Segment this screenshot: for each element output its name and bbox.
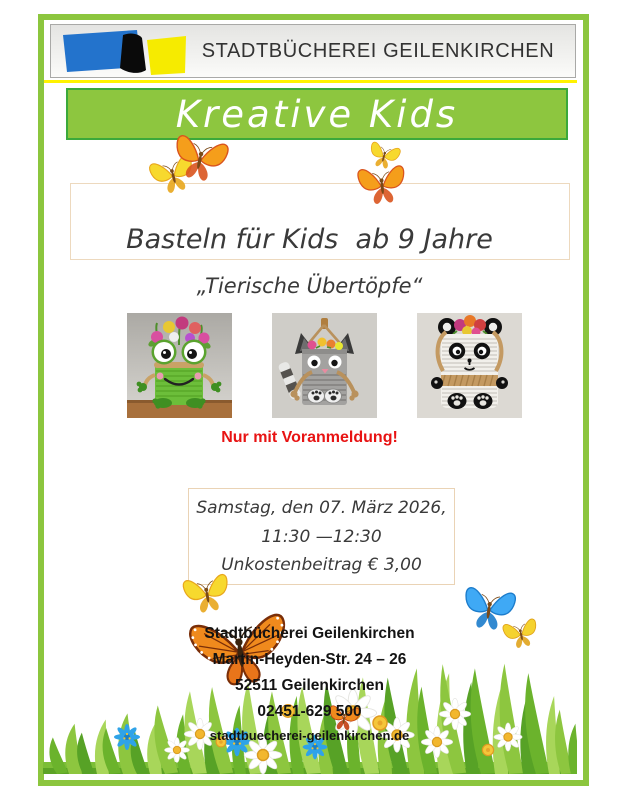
panda-planter-photo [417,313,522,418]
orange-butterfly-icon [167,126,233,192]
event-date: Samstag, den 07. März 2026, [196,497,447,518]
contact-phone: 02451-629 500 [257,703,362,720]
contact-street: Martin-Heyden-Str. 24 – 26 [212,651,407,668]
event-theme: „Tierische Übertöpfe“ [196,274,423,298]
event-fee: Unkostenbeitrag € 3,00 [221,555,422,576]
contact-block [43,621,576,747]
library-logo-icon [59,27,189,75]
program-banner [66,88,568,140]
registration-notice: Nur mit Voranmeldung! [221,429,398,446]
schedule-box [188,488,455,585]
library-name: STADTBÜCHEREI GEILENKIRCHEN [201,39,555,62]
yellow-divider [44,80,577,83]
event-time: 11:30 —12:30 [261,526,382,547]
frog-planter-photo [127,313,232,418]
header-bar [50,24,576,78]
event-headline: Basteln für Kids ab 9 Jahre [126,224,493,255]
orange-butterfly-icon [355,158,410,213]
contact-city: 52511 Geilenkirchen [234,677,385,694]
cat-planter-photo [272,313,377,418]
program-title: Kreative Kids [175,92,459,136]
contact-name: Stadtbücherei Geilenkirchen [204,625,415,642]
contact-website: stadtbuecherei-geilenkirchen.de [209,728,410,743]
